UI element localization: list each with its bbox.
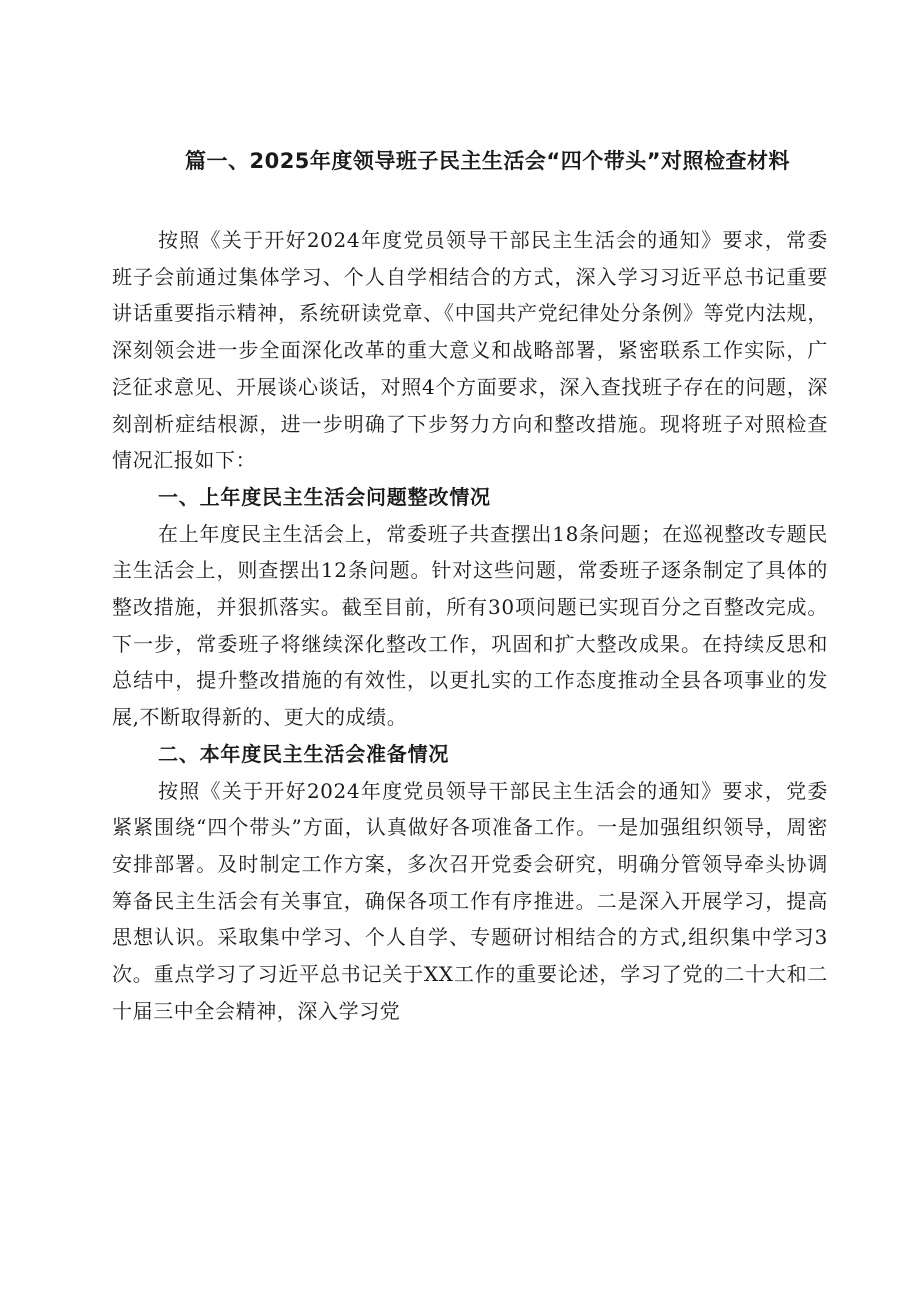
document-body — [112, 222, 828, 1029]
document-title: 篇一、2025年度领导班子民主生活会“四个带头”对照检查材料 — [184, 149, 791, 173]
section-2-paragraph: 按照《关于开好2024年度党员领导干部民主生活会的通知》要求，党委紧紧围绕“四个带头”方面，认真做好各项准备工作。一是加强组织领导，周密安排部署。及时制定工作方案，多次召开党委会研究，明确分管领导牵头协调筹备民主生活会有关事宜，确保各项工作有序推进。二是深入开展学习，提高思想认识。采取集中学习、个人自学、专题研讨相结合的方式,组织集中学习3次。重点学习了习近平总书记关于XX工作的重要论述，学习了党的二十大和二十届三中全会精神，深入学习党 — [112, 778, 828, 1023]
section-1-heading: 一、上年度民主生活会问题整改情况 — [158, 484, 491, 509]
section-1-paragraph: 在上年度民主生活会上，常委班子共查摆出18条问题；在巡视整改专题民主生活会上，则查摆出12条问题。针对这些问题，常委班子逐条制定了具体的整改措施，并狠抓落实。截至目前，所有30项问题已实现百分之百整改完成。下一步，常委班子将继续深化整改工作，巩固和扩大整改成果。在持续反思和总结中，提升整改措施的有效性，以更扎实的工作态度推动全县各项事业的发展,不断取得新的、更大的成绩。 — [112, 521, 828, 730]
intro-paragraph: 按照《关于开好2024年度党员领导干部民主生活会的通知》要求，常委班子会前通过集体学习、个人自学相结合的方式，深入学习习近平总书记重要讲话重要指示精神，系统研读党章、《中国共产党纪律处分条例》等党内法规，深刻领会进一步全面深化改革的重大意义和战略部署，紧密联系工作实际，广泛征求意见、开展谈心谈话，对照4个方面要求，深入查找班子存在的问题，深刻剖析症结根源，进一步明确了下步努力方向和整改措施。现将班子对照检查情况汇报如下： — [112, 228, 828, 473]
section-2-heading: 二、本年度民主生活会准备情况 — [158, 741, 450, 766]
